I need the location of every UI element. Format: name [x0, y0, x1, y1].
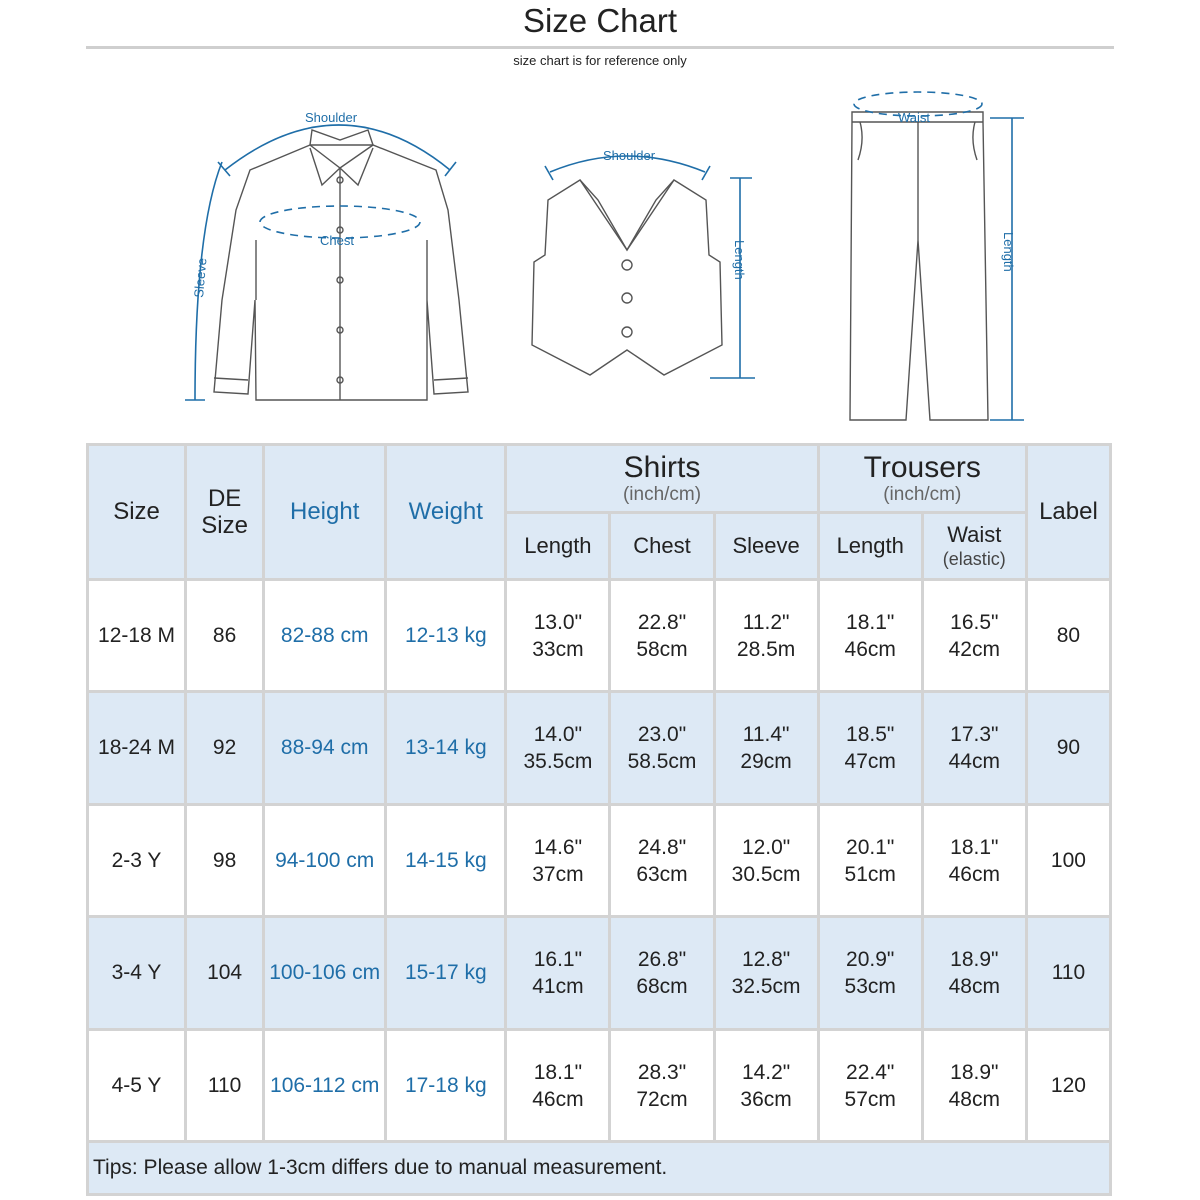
cell-trouser-length: 20.1" 51cm: [818, 805, 922, 917]
cell-shirt-chest: 28.3" 72cm: [610, 1030, 714, 1142]
shirt-illustration: [214, 130, 468, 400]
cell-height: 106-112 cm: [264, 1030, 386, 1142]
header-trouser-waist: Waist (elastic): [922, 513, 1026, 580]
cell-trouser-length: 22.4" 57cm: [818, 1030, 922, 1142]
cell-shirt-chest: 26.8" 68cm: [610, 917, 714, 1030]
cell-size: 18-24 M: [88, 692, 186, 805]
cell-shirt-length: 16.1" 41cm: [506, 917, 610, 1030]
cell-weight: 14-15 kg: [386, 805, 506, 917]
cell-trouser-length: 20.9" 53cm: [818, 917, 922, 1030]
table-row: [88, 580, 1111, 692]
cell-shirt-length: 18.1" 46cm: [506, 1030, 610, 1142]
cell-shirt-chest: 24.8" 63cm: [610, 805, 714, 917]
cell-height: 82-88 cm: [264, 580, 386, 692]
cell-weight: 12-13 kg: [386, 580, 506, 692]
vest-length-label: Length: [732, 240, 747, 280]
cell-size: 2-3 Y: [88, 805, 186, 917]
header-de-size: DE Size: [186, 445, 264, 580]
header-trousers: Trousers (inch/cm): [818, 445, 1026, 513]
cell-weight: 15-17 kg: [386, 917, 506, 1030]
cell-shirt-length: 14.0" 35.5cm: [506, 692, 610, 805]
cell-de-size: 104: [186, 917, 264, 1030]
cell-label: 100: [1026, 805, 1110, 917]
cell-weight: 17-18 kg: [386, 1030, 506, 1142]
table-row: [88, 1030, 1111, 1142]
cell-label: 120: [1026, 1030, 1110, 1142]
header-trouser-length: Length: [818, 513, 922, 580]
shirt-sleeve-label: Sleeve: [191, 257, 210, 299]
cell-height: 94-100 cm: [264, 805, 386, 917]
trousers-waist-label: Waist: [898, 110, 931, 125]
cell-shirt-sleeve: 12.0" 30.5cm: [714, 805, 818, 917]
header-shirt-length: Length: [506, 513, 610, 580]
cell-height: 88-94 cm: [264, 692, 386, 805]
header-weight: Weight: [386, 445, 506, 580]
cell-label: 110: [1026, 917, 1110, 1030]
vest-shoulder-label: Shoulder: [603, 148, 656, 163]
cell-de-size: 110: [186, 1030, 264, 1142]
cell-shirt-sleeve: 11.2" 28.5m: [714, 580, 818, 692]
cell-shirt-chest: 23.0" 58.5cm: [610, 692, 714, 805]
cell-height: 100-106 cm: [264, 917, 386, 1030]
cell-shirt-sleeve: 12.8" 32.5cm: [714, 917, 818, 1030]
header-shirt-sleeve: Sleeve: [714, 513, 818, 580]
cell-shirt-chest: 22.8" 58cm: [610, 580, 714, 692]
garment-illustrations: [0, 0, 1200, 440]
shirt-shoulder-label: Shoulder: [305, 110, 358, 125]
cell-weight: 13-14 kg: [386, 692, 506, 805]
table-row: [88, 692, 1111, 805]
cell-trouser-length: 18.1" 46cm: [818, 580, 922, 692]
page-title: Size Chart: [522, 2, 678, 39]
cell-trouser-waist: 18.1" 46cm: [922, 805, 1026, 917]
header-shirts: Shirts (inch/cm): [506, 445, 818, 513]
cell-trouser-waist: 18.9" 48cm: [922, 1030, 1026, 1142]
table-header-row: [88, 445, 1111, 513]
cell-trouser-waist: 16.5" 42cm: [922, 580, 1026, 692]
page-subtitle: size chart is for reference only: [513, 53, 687, 68]
shirt-chest-label: Chest: [320, 233, 354, 248]
size-chart-table: [86, 443, 1112, 1196]
header-shirt-chest: Chest: [610, 513, 714, 580]
cell-de-size: 86: [186, 580, 264, 692]
trousers-length-label: Length: [1001, 232, 1016, 272]
tips-text: Tips: Please allow 1-3cm differs due to manual measurement.: [88, 1142, 1111, 1195]
cell-shirt-sleeve: 14.2" 36cm: [714, 1030, 818, 1142]
vest-measure-lines: [545, 156, 755, 378]
cell-size: 12-18 M: [88, 580, 186, 692]
vest-illustration: [532, 180, 722, 375]
cell-trouser-length: 18.5" 47cm: [818, 692, 922, 805]
tips-row: [88, 1142, 1111, 1195]
cell-size: 3-4 Y: [88, 917, 186, 1030]
trousers-measure-lines: [854, 92, 1024, 420]
cell-shirt-length: 14.6" 37cm: [506, 805, 610, 917]
cell-trouser-waist: 17.3" 44cm: [922, 692, 1026, 805]
cell-shirt-sleeve: 11.4" 29cm: [714, 692, 818, 805]
shirt-measure-lines: [185, 125, 456, 400]
table-row: [88, 917, 1111, 1030]
cell-label: 90: [1026, 692, 1110, 805]
cell-de-size: 98: [186, 805, 264, 917]
table-row: [88, 805, 1111, 917]
header-size: Size: [88, 445, 186, 580]
cell-de-size: 92: [186, 692, 264, 805]
header-height: Height: [264, 445, 386, 580]
cell-trouser-waist: 18.9" 48cm: [922, 917, 1026, 1030]
cell-shirt-length: 13.0" 33cm: [506, 580, 610, 692]
cell-label: 80: [1026, 580, 1110, 692]
cell-size: 4-5 Y: [88, 1030, 186, 1142]
trousers-illustration: [850, 112, 988, 420]
header-label: Label: [1026, 445, 1110, 580]
